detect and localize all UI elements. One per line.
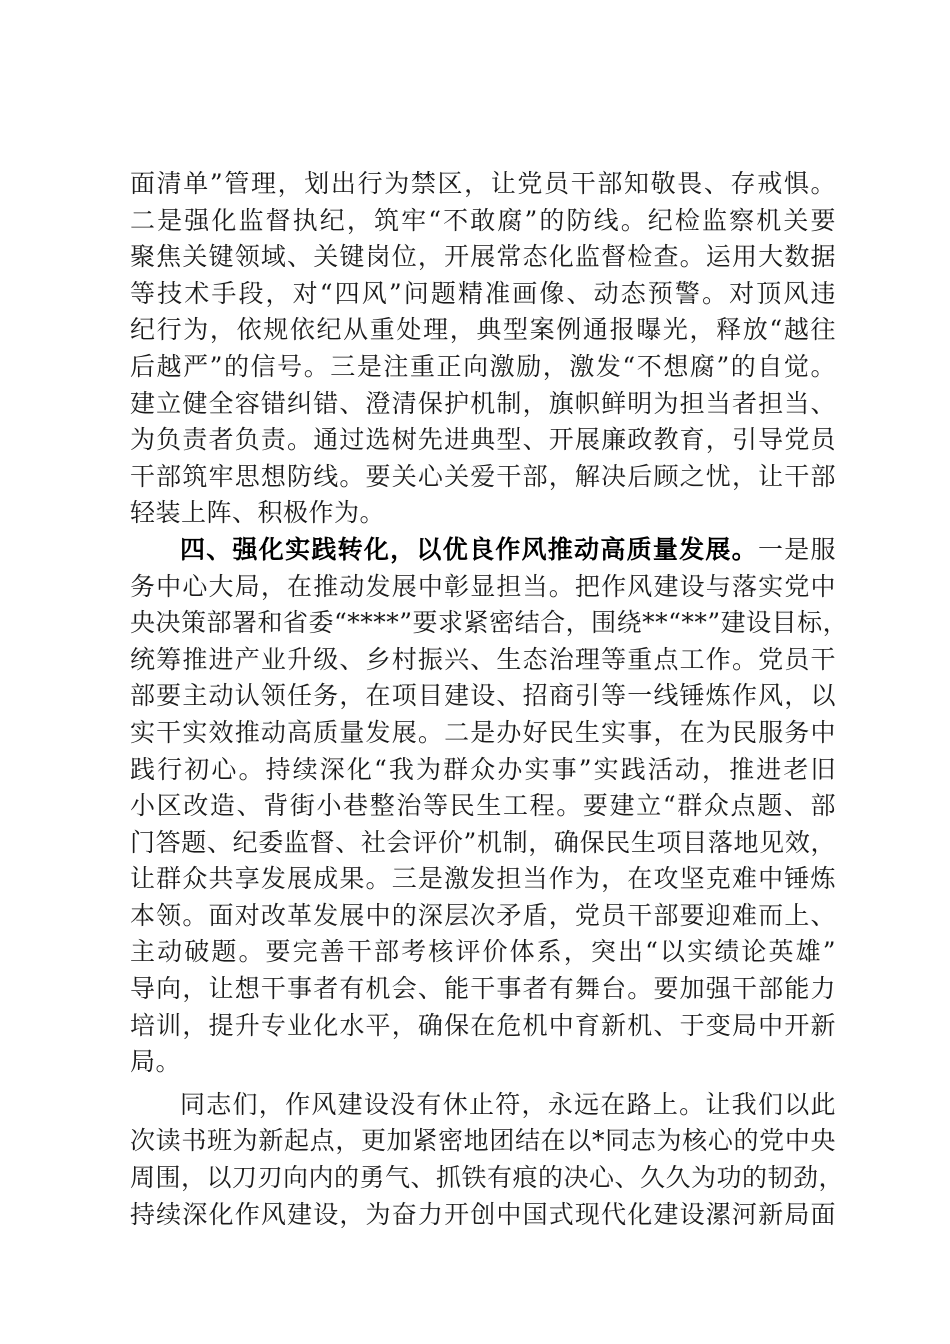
text-line: 为负责者负责。通过选树先进典型、开展廉政教育，引导党员 [130, 425, 836, 455]
paragraph-3 [130, 1087, 845, 1233]
paragraph-2 [130, 532, 849, 1081]
text-line: 实干实效推动高质量发展。二是办好民生实事，在为民服务中 [130, 717, 836, 747]
text-line: 央决策部署和省委“****”要求紧密结合，围绕**“**”建设目标， [130, 608, 849, 638]
text-line: 次读书班为新起点，更加紧密地团结在以*同志为核心的党中央 [130, 1126, 836, 1156]
document-body [130, 166, 849, 1233]
text-line: 统筹推进产业升级、乡村振兴、生态治理等重点工作。党员干 [130, 644, 836, 674]
text-line: 主动破题。要完善干部考核评价体系，突出“以实绩论英雄” [130, 937, 836, 967]
text-line: 面清单”管理，划出行为禁区，让党员干部知敬畏、存戒惧。 [130, 169, 836, 198]
section-heading-line [130, 532, 836, 569]
text-line: 后越严”的信号。三是注重正向激励，激发“不想腐”的自觉。 [130, 351, 836, 381]
text-line: 聚焦关键领域、关键岗位，开展常态化监督检查。运用大数据 [130, 242, 836, 272]
text-line: 等技术手段，对“四风”问题精准画像、动态预警。对顶风违 [130, 278, 836, 308]
text-line: 轻装上阵、积极作为。 [130, 498, 386, 528]
section-heading: 四、强化实践转化，以优良作风推动高质量发展。 [180, 534, 758, 564]
heading-line-rest: 一是服 [757, 534, 836, 564]
text-line: 部要主动认领任务，在项目建设、招商引等一线锤炼作风，以 [130, 681, 836, 711]
text-line: 门答题、纪委监督、社会评价”机制，确保民生项目落地见效， [130, 827, 836, 857]
text-line: 导向，让想干事者有机会、能干事者有舞台。要加强干部能力 [130, 974, 836, 1004]
text-line: 让群众共享发展成果。三是激发担当作为，在攻坚克难中锤炼 [130, 864, 836, 894]
text-line: 建立健全容错纠错、澄清保护机制，旗帜鲜明为担当者担当、 [130, 388, 836, 418]
text-line: 务中心大局，在推动发展中彰显担当。把作风建设与落实党中 [130, 571, 836, 601]
text-line: 小区改造、背街小巷整治等民生工程。要建立“群众点题、部 [130, 791, 836, 821]
text-line: 周围，以刀刃向内的勇气、抓铁有痕的决心、久久为功的韧劲， [130, 1163, 845, 1193]
paragraph-1 [130, 166, 836, 532]
text-line: 培训，提升专业化水平，确保在危机中育新机、于变局中开新 [130, 1010, 836, 1040]
text-line: 干部筑牢思想防线。要关心关爱干部，解决后顾之忧，让干部 [130, 461, 836, 491]
text-line: 二是强化监督执纪，筑牢“不敢腐”的防线。纪检监察机关要 [130, 205, 836, 235]
text-line: 持续深化作风建设，为奋力开创中国式现代化建设漯河新局面 [130, 1199, 836, 1229]
text-line: 同志们，作风建设没有休止符，永远在路上。让我们以此 [180, 1089, 836, 1119]
text-line: 纪行为，依规依纪从重处理，典型案例通报曝光，释放“越往 [130, 315, 836, 345]
text-line: 本领。面对改革发展中的深层次矛盾，党员干部要迎难而上、 [130, 900, 836, 930]
text-line: 局。 [130, 1047, 182, 1077]
text-line: 践行初心。持续深化“我为群众办实事”实践活动，推进老旧 [130, 754, 836, 784]
